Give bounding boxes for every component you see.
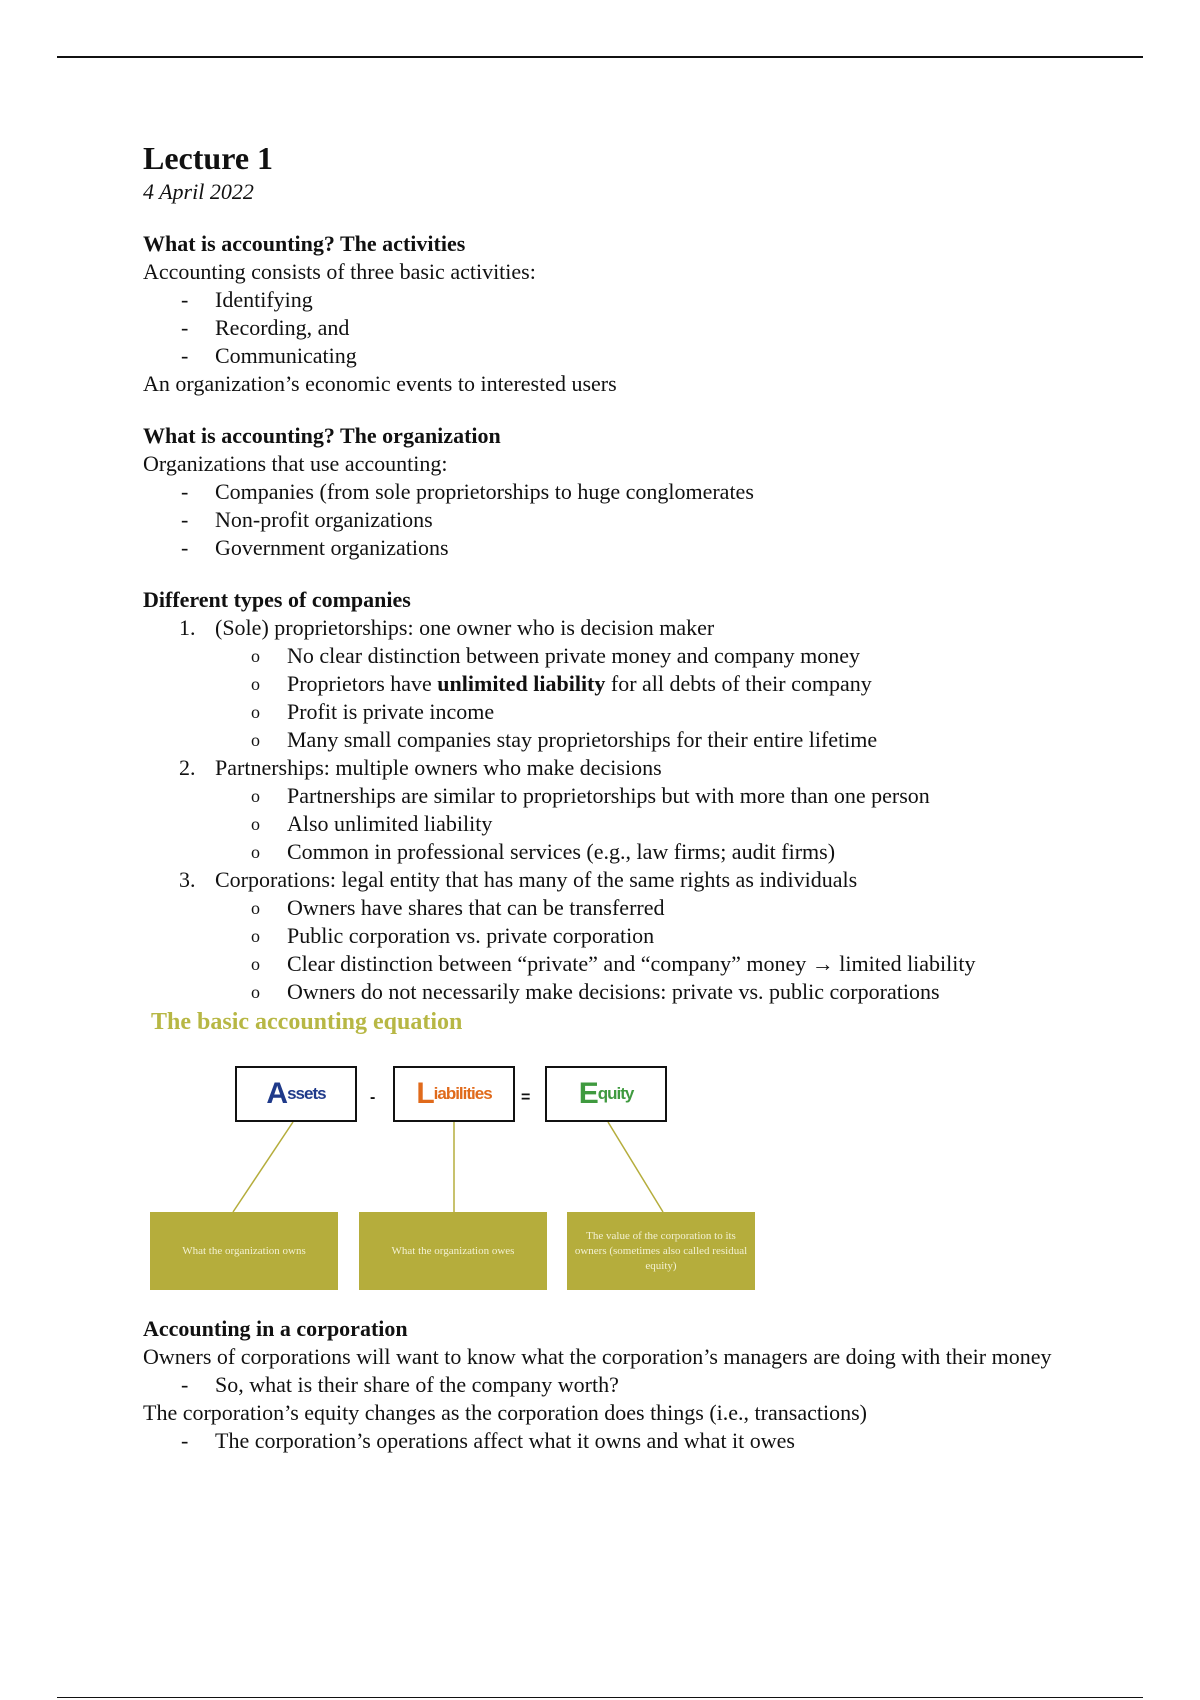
sub-list-item: o Profit is private income [215,698,1103,726]
numbered-list [143,614,1103,1006]
section-company-types [143,586,1103,1006]
sub-list [215,894,1103,1006]
list-item [143,754,1103,866]
bold-term: unlimited liability [437,671,606,696]
assets-rest: ssets [287,1084,326,1103]
list-item [143,866,1103,1006]
sub-list-item: o Many small companies stay proprietorships for their entire lifetime [215,726,1103,754]
list-item-label: Partnerships: multiple owners who make decisions [215,755,662,780]
dash-list [143,1427,1103,1455]
sub-list [215,782,1103,866]
connector-line-assets [233,1122,293,1212]
equity-rest: quity [597,1084,634,1103]
minus-operator: - [370,1089,376,1106]
list-number: 2. [179,755,196,780]
equity-initial: E [578,1077,598,1110]
lecture-date: 4 April 2022 [143,179,254,204]
text-run: Proprietors have [287,671,438,696]
section-heading: Different types of companies [143,587,411,612]
sub-list-item: o Partnerships are similar to proprietorships but with more than one person [215,782,1103,810]
dash-list [143,286,1103,370]
list-item: - Non-profit organizations [143,506,1103,534]
equity-box [545,1066,667,1122]
list-item: - The corporation’s operations affect what it owns and what it owes [143,1427,1103,1455]
paragraph: An organization’s economic events to interested users [143,371,617,396]
assets-description: What the organization owns [150,1212,338,1290]
section-corporation-accounting [143,1315,1103,1455]
sub-list-item: o Owners do not necessarily make decisions: private vs. public corporations [215,978,1103,1006]
sub-list-item: o Also unlimited liability [215,810,1103,838]
sub-list [215,642,1103,754]
list-item: - Government organizations [143,534,1103,562]
section-heading: What is accounting? The activities [143,231,466,256]
section-heading: Accounting in a corporation [143,1316,408,1341]
sub-list-item: o Public corporation vs. private corporation [215,922,1103,950]
section-activities [143,230,1103,398]
text-run: for all debts of their company [605,671,872,696]
list-item: - So, what is their share of the company worth? [143,1371,1103,1399]
list-item-label: Corporations: legal entity that has many of the same rights as individuals [215,867,858,892]
liabilities-initial: L [416,1077,434,1110]
sub-list-item [215,670,1103,698]
equity-description: The value of the corporation to its owners (sometimes also called residual equity) [567,1212,755,1290]
assets-box [235,1066,357,1122]
paragraph: The corporation’s equity changes as the corporation does things (i.e., transactions) [143,1400,867,1425]
liabilities-box [393,1066,515,1122]
section-organization [143,422,1103,562]
paragraph: Organizations that use accounting: [143,451,448,476]
sub-list-item: o Owners have shares that can be transferred [215,894,1103,922]
document-page [143,140,1103,1455]
equation-diagram [143,1042,843,1297]
list-number: 1. [179,615,196,640]
equation-title: The basic accounting equation [151,1009,463,1035]
page-title: Lecture 1 [143,140,274,176]
connector-line-equity [608,1122,663,1212]
liabilities-description: What the organization owes [359,1212,547,1290]
list-item [143,614,1103,754]
equals-operator: = [521,1089,531,1106]
assets-initial: A [266,1077,288,1110]
list-item: - Recording, and [143,314,1103,342]
sub-list-item: o Common in professional services (e.g., law firms; audit firms) [215,838,1103,866]
list-item: - Identifying [143,286,1103,314]
list-number: 3. [179,867,196,892]
dash-list [143,1371,1103,1399]
list-item-label: (Sole) proprietorships: one owner who is decision maker [215,615,715,640]
liabilities-rest: iabilities [433,1084,492,1103]
sub-list-item: o Clear distinction between “private” and “company” money → limited liability [215,950,1103,978]
paragraph: Owners of corporations will want to know what the corporation’s managers are doing with their money [143,1344,1052,1369]
bottom-rule [57,1697,1143,1698]
dash-list [143,478,1103,562]
section-heading: What is accounting? The organization [143,423,501,448]
list-item: - Communicating [143,342,1103,370]
top-rule [57,56,1143,58]
equation-figure [143,1008,1103,1297]
paragraph: Accounting consists of three basic activities: [143,259,536,284]
list-item: - Companies (from sole proprietorships to huge conglomerates [143,478,1103,506]
sub-list-item: o No clear distinction between private money and company money [215,642,1103,670]
